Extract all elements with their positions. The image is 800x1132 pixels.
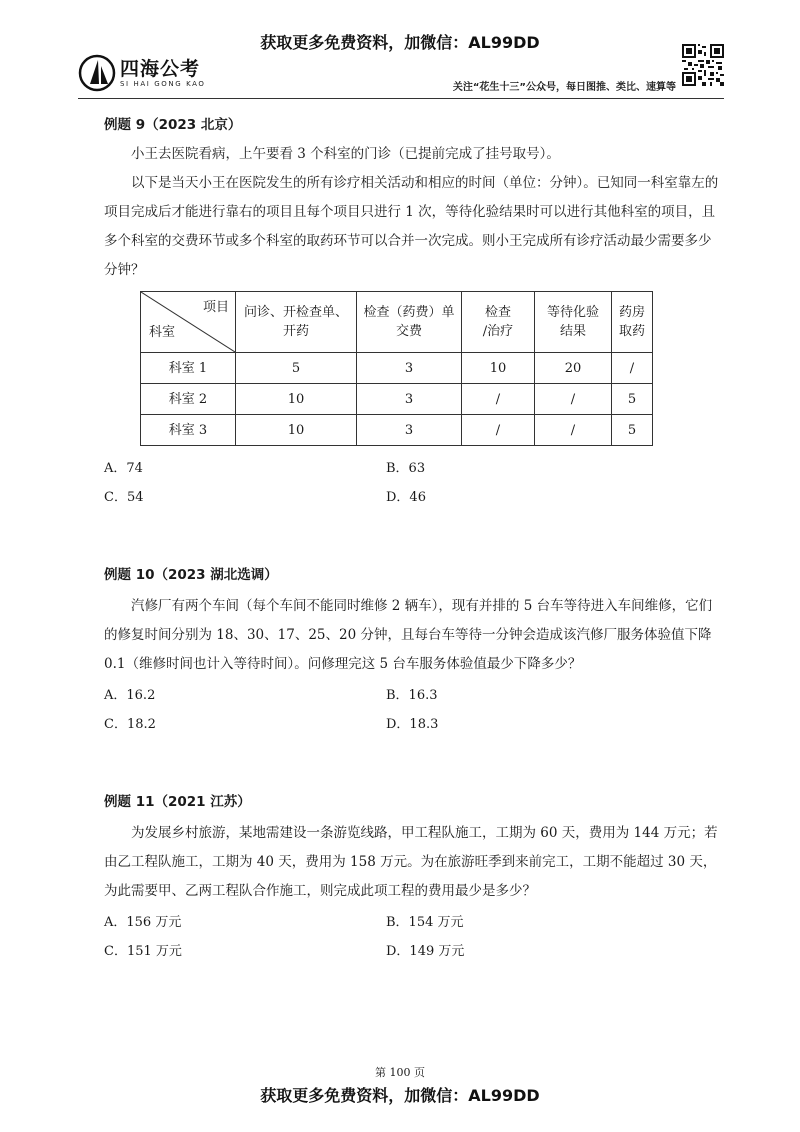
q10-title: 例题 10（2023 湖北选调） [104, 567, 278, 583]
q9-title: 例题 9（2023 北京） [104, 117, 242, 133]
top-banner: 获取更多免费资料，加微信：AL99DD [260, 33, 540, 52]
option-a: A．74 [104, 461, 143, 476]
corner-top-label: 项目 [202, 300, 229, 315]
table-cell: / [462, 384, 535, 415]
option-c: C．151 万元 [104, 944, 182, 959]
logo-text: 四海公考 [120, 58, 201, 80]
qr-code-icon [682, 44, 724, 86]
page-number: 第 100 页 [375, 1066, 425, 1079]
table-cell: / [462, 415, 535, 446]
table-header-row [141, 292, 653, 353]
option-c: C．18.2 [104, 717, 156, 732]
option-c: C．54 [104, 490, 144, 505]
header-cell [535, 292, 612, 353]
header-line: 结果 [559, 324, 586, 339]
q9-paragraph-2: 以下是当天小王在医院发生的所有诊疗相关活动和相应的时间（单位：分钟）。已知同一科室靠左的项目完成后才能进行靠右的项目且每个项目只进行 1 次，等待化验结果时可以进行其他科室的项目，且多个科室的交费环节或多个科室的取药环节可以合并一次完成。则小王完成所有诊疗活动最少需要多少分钟？ [104, 175, 719, 278]
table-cell: 3 [357, 384, 462, 415]
table-cell: 3 [357, 415, 462, 446]
table-row [141, 384, 653, 415]
table-row [141, 353, 653, 384]
option-b: B．154 万元 [386, 915, 464, 930]
header-line: 检查（药费）单 [363, 305, 455, 320]
header-line: 问诊、开检查单、 [243, 305, 348, 320]
table-cell: 5 [612, 384, 653, 415]
header-cell [462, 292, 535, 353]
bottom-banner: 获取更多免费资料，加微信：AL99DD [260, 1086, 540, 1105]
table-cell: 10 [236, 384, 357, 415]
option-d: D．46 [386, 490, 426, 505]
option-d: D．149 万元 [386, 944, 465, 959]
q11-paragraph: 为发展乡村旅游，某地需建设一条游览线路，甲工程队施工，工期为 60 天，费用为 144 万元；若由乙工程队施工，工期为 40 天，费用为 158 万元。为在旅游旺季到来前完工，工期不能超过 30 天，为此需要甲、乙两工程队合作施工，则完成此项工程的费用最少是多少？ [104, 825, 718, 899]
logo [78, 54, 238, 94]
page-content [104, 112, 724, 966]
logo-subtext: SI HAI GONG KAO [120, 80, 206, 88]
sail-logo-icon [78, 54, 116, 92]
table-cell: 科室 2 [141, 384, 236, 415]
table-cell: / [535, 384, 612, 415]
option-d: D．18.3 [386, 717, 439, 732]
header-line: 药房 [618, 305, 645, 320]
q9-options [104, 454, 724, 512]
header-line: 检查 [484, 305, 511, 320]
header-line: 等待化验 [546, 305, 599, 320]
page-header [78, 54, 724, 98]
header-tagline: 关注“花生十三”公众号，每日图推、类比、速算等 [452, 82, 676, 93]
header-line: 取药 [618, 324, 645, 339]
table-cell: 科室 1 [141, 353, 236, 384]
q10-options [104, 681, 724, 739]
diagonal-header-cell [141, 292, 236, 353]
q9-paragraph-1: 小王去医院看病，上午要看 3 个科室的门诊（已提前完成了挂号取号）。 [131, 146, 560, 162]
option-b: B．16.3 [386, 688, 438, 703]
header-line: 交费 [395, 324, 422, 339]
table-cell: 3 [357, 353, 462, 384]
table-cell: 科室 3 [141, 415, 236, 446]
table-row [141, 415, 653, 446]
table-cell: 5 [236, 353, 357, 384]
q10-paragraph: 汽修厂有两个车间（每个车间不能同时维修 2 辆车），现有并排的 5 台车等待进入车间维修，它们的修复时间分别为 18、30、17、25、20 分钟，且每台车等待一分钟会造成该汽修厂服务体验值下降 0.1（维修时间也计入等待时间）。问修理完这 5 台车服务体验值最少下降多少？ [104, 598, 713, 672]
header-divider [78, 98, 724, 99]
table-cell: 5 [612, 415, 653, 446]
corner-bottom-label: 科室 [149, 325, 176, 340]
q9-table [140, 291, 653, 446]
header-line: /治疗 [482, 324, 514, 339]
header-cell [236, 292, 357, 353]
option-a: A．156 万元 [104, 915, 182, 930]
table-cell: 10 [236, 415, 357, 446]
option-a: A．16.2 [104, 688, 156, 703]
q11-title: 例题 11（2021 江苏） [104, 794, 251, 810]
table-cell: 10 [462, 353, 535, 384]
table-cell: 20 [535, 353, 612, 384]
table-cell: / [612, 353, 653, 384]
q11-options [104, 908, 724, 966]
header-cell [612, 292, 653, 353]
header-cell [357, 292, 462, 353]
table-cell: / [535, 415, 612, 446]
header-line: 开药 [282, 324, 309, 339]
option-b: B．63 [386, 461, 426, 476]
